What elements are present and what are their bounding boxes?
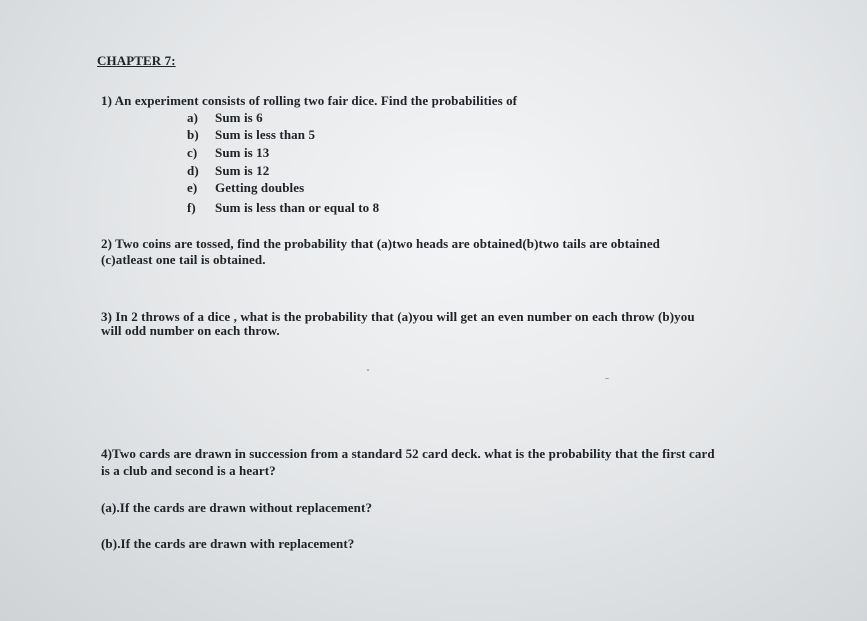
item-label: b) [187,127,199,142]
item-text: Sum is 12 [215,163,270,178]
chapter-title: CHAPTER 7: [97,53,176,68]
question-4-line-1: 4)Two cards are drawn in succession from a standard 52 card deck. what is the probability that the first card [101,446,715,461]
question-2-line-1: 2) Two coins are tossed, find the probability that (a)two heads are obtained(b)two tails are obtained [101,236,661,251]
question-1-item-e [187,180,304,196]
question-4-part-a: (a).If the cards are drawn without replacement? [101,500,373,515]
question-1-item-c [187,145,269,161]
question-1-item-d [187,163,269,179]
item-label: c) [187,145,198,160]
item-text: Sum is 6 [215,110,263,125]
paper-speck [367,369,369,371]
question-1-item-f [187,200,379,216]
item-label: d) [187,163,199,178]
question-4-line-2: is a club and second is a heart? [101,463,276,478]
paper-speck [605,378,609,379]
item-text: Sum is less than or equal to 8 [215,200,380,215]
item-label: e) [187,180,198,195]
question-1-item-a [187,110,263,126]
question-3-line-1: 3) In 2 throws of a dice , what is the probability that (a)you will get an even number on each throw (b)you [101,309,695,324]
item-label: a) [187,110,199,125]
question-3-line-2: will odd number on each throw. [101,323,280,338]
item-text: Sum is less than 5 [215,127,316,142]
item-label: f) [187,200,196,215]
question-2-line-2: (c)atleast one tail is obtained. [101,252,266,267]
question-4-part-b: (b).If the cards are drawn with replacement? [101,536,355,551]
question-1-text: 1) An experiment consists of rolling two fair dice. Find the probabilities of [101,93,518,108]
question-1-item-b [187,127,315,143]
item-text: Sum is 13 [215,145,270,160]
item-text: Getting doubles [215,180,305,195]
